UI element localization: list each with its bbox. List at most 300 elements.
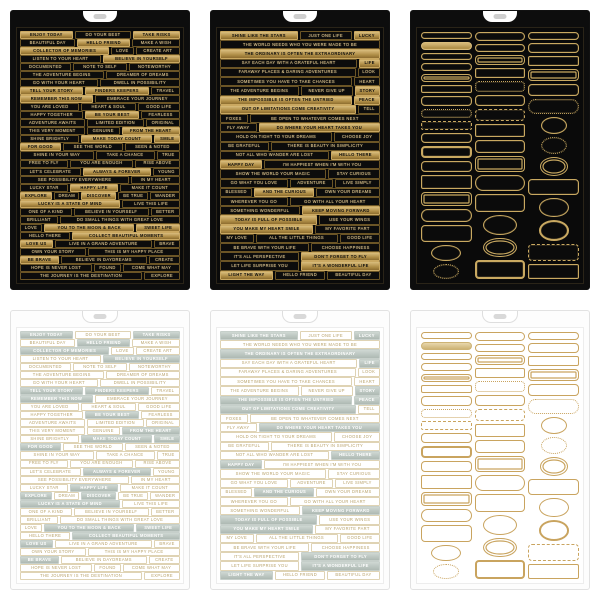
frame-sticker[interactable] <box>528 56 579 66</box>
word-sticker[interactable]: BELIEVE IN YOURSELF <box>74 508 149 516</box>
word-sticker[interactable]: LUCKY IS A STATE OF MIND <box>20 500 120 508</box>
word-sticker[interactable]: DREAM <box>54 492 79 500</box>
word-sticker[interactable]: DON'T FORGET TO FLY <box>301 252 380 261</box>
word-sticker[interactable]: THIS VERY MOMENT <box>20 127 85 135</box>
frame-sticker[interactable] <box>475 475 526 492</box>
word-sticker[interactable]: DREAM <box>54 192 79 200</box>
word-sticker[interactable]: BRAVE <box>154 240 180 248</box>
frame-sticker[interactable] <box>421 396 472 405</box>
word-sticker[interactable]: WANDER <box>150 492 180 500</box>
word-sticker[interactable]: EMBRACE YOUR JOURNEY <box>95 95 180 103</box>
word-sticker[interactable]: OUT OF LIMITATIONS COME CREATIVITY <box>220 105 356 114</box>
word-sticker[interactable]: LIVE IN A GRAND ADVENTURE <box>55 240 152 248</box>
word-sticker[interactable]: COLLECTOR OF MEMORIES <box>20 47 109 55</box>
word-sticker[interactable]: HOPE IS NEVER LOST <box>20 264 92 272</box>
word-sticker[interactable]: HOLD ON TIGHT TO YOUR DREAMS <box>220 432 332 441</box>
frame-sticker[interactable] <box>421 133 472 143</box>
frame-sticker[interactable] <box>421 32 472 39</box>
frame-sticker[interactable] <box>528 544 579 561</box>
word-sticker[interactable]: LUCKY STAR <box>20 184 68 192</box>
word-sticker[interactable]: HAPPY TOGETHER <box>20 111 83 119</box>
word-sticker[interactable]: DO SMALL THINGS WITH GREAT LOVE <box>60 216 180 224</box>
word-sticker[interactable]: FOUND <box>94 264 121 272</box>
word-sticker[interactable]: FLY AWAY <box>220 423 257 432</box>
frame-sticker[interactable] <box>421 121 472 130</box>
frame-sticker[interactable] <box>539 520 569 541</box>
frame-sticker[interactable] <box>541 137 567 154</box>
word-sticker[interactable]: ONE OF A KIND <box>20 208 72 216</box>
word-sticker[interactable]: AND THE CURIOUS <box>254 188 314 197</box>
word-sticker[interactable]: ORIGINAL <box>146 419 180 427</box>
word-sticker[interactable]: HELLO FRIEND <box>275 271 325 280</box>
word-sticker[interactable]: HAPPY LIFE <box>70 184 117 192</box>
word-sticker[interactable]: HEART & SOUL <box>81 403 135 411</box>
word-sticker[interactable]: THE ADVENTURE BEGINS <box>20 71 104 79</box>
word-sticker[interactable]: THIS IS MY HAPPY PLACE <box>88 248 180 256</box>
word-sticker[interactable]: REMEMBER THIS NOW <box>20 95 93 103</box>
frame-sticker[interactable] <box>421 175 472 189</box>
frame-sticker[interactable] <box>528 244 579 261</box>
word-sticker[interactable]: CREATE ART <box>136 347 181 355</box>
frame-sticker[interactable] <box>541 437 567 454</box>
word-sticker[interactable]: SWEET LIFE <box>136 524 180 532</box>
frame-sticker[interactable] <box>431 245 461 262</box>
word-sticker[interactable]: BE BRAVE WITH YOUR LIFE <box>220 543 309 552</box>
word-sticker[interactable]: IT'S A WONDERFUL LIFE <box>301 561 380 570</box>
word-sticker[interactable]: NOT ALL WHO WANDER ARE LOST <box>220 151 329 160</box>
word-sticker[interactable]: EMBRACE YOUR JOURNEY <box>95 395 180 403</box>
word-sticker[interactable]: DOCUMENTED <box>20 63 71 71</box>
word-sticker[interactable]: DISCOVER <box>81 192 116 200</box>
word-sticker[interactable]: BE GRATEFUL <box>220 442 269 451</box>
word-sticker[interactable]: OUT OF LIMITATIONS COME CREATIVITY <box>220 405 356 414</box>
word-sticker[interactable]: PEACE <box>354 396 380 405</box>
frame-sticker[interactable] <box>475 424 526 437</box>
word-sticker[interactable]: NEVER GIVE UP <box>301 86 353 95</box>
word-sticker[interactable]: TELL YOUR STORY <box>20 87 83 95</box>
word-sticker[interactable]: SEE POSSIBILITY EVERYWHERE <box>20 476 129 484</box>
word-sticker[interactable]: BE TRUE <box>118 192 148 200</box>
word-sticker[interactable]: TAKE A CHANCE <box>96 151 155 159</box>
frame-sticker[interactable] <box>475 395 526 406</box>
word-sticker[interactable]: GOOD LIFE <box>138 103 180 111</box>
word-sticker[interactable]: MAKE TODAY COUNT <box>81 435 152 443</box>
word-sticker[interactable]: BE OPEN TO WHATEVER COMES NEXT <box>250 414 380 423</box>
word-sticker[interactable]: NOTEWORTHY <box>129 63 180 71</box>
word-sticker[interactable]: STAY CURIOUS <box>328 469 380 478</box>
frame-sticker[interactable] <box>421 446 472 457</box>
word-sticker[interactable]: SAY EACH DAY WITH A GRATEFUL HEART <box>220 359 357 368</box>
word-sticker[interactable]: EXPLORE <box>144 572 180 580</box>
word-sticker[interactable]: LISTEN TO YOUR HEART <box>20 55 101 63</box>
word-sticker[interactable]: BE BRAVE WITH YOUR LIFE <box>220 243 309 252</box>
word-sticker[interactable]: ADVENTURE AWAITS <box>20 419 85 427</box>
word-sticker[interactable]: SHINE BRIGHTLY <box>20 435 79 443</box>
word-sticker[interactable]: LIFE <box>359 59 380 68</box>
frame-sticker[interactable] <box>421 385 472 393</box>
word-sticker[interactable]: IT'S A WONDERFUL LIFE <box>301 261 380 270</box>
word-sticker[interactable]: HAPPY TOGETHER <box>20 411 83 419</box>
frame-sticker[interactable] <box>421 363 472 371</box>
word-sticker[interactable]: THE ORDINARY IS OFTEN THE EXTRAORDINARY <box>220 49 380 58</box>
frame-sticker[interactable] <box>475 81 526 92</box>
word-sticker[interactable]: IN MY HEART <box>131 176 180 184</box>
word-sticker[interactable]: FEARLESS <box>141 111 180 119</box>
frame-sticker[interactable] <box>528 384 579 396</box>
word-sticker[interactable]: BEAUTIFUL DAY <box>20 39 75 47</box>
frame-sticker[interactable] <box>421 492 472 507</box>
word-sticker[interactable]: HELLO FRIEND <box>77 339 130 347</box>
word-sticker[interactable]: FROM THE HEART <box>122 427 180 435</box>
word-sticker[interactable]: NOTEWORTHY <box>129 363 180 371</box>
word-sticker[interactable]: LOVE <box>20 524 42 532</box>
word-sticker[interactable]: THE JOURNEY IS THE DESTINATION <box>20 272 142 280</box>
word-sticker[interactable]: BETTER <box>151 508 180 516</box>
frame-sticker[interactable] <box>475 440 526 453</box>
word-sticker[interactable]: LIFE <box>359 359 380 368</box>
word-sticker[interactable]: TAKE RISKS <box>133 31 180 39</box>
word-sticker[interactable]: COLLECT BEAUTIFUL MOMENTS <box>72 532 180 540</box>
word-sticker[interactable]: EXPLORE <box>144 272 180 280</box>
word-sticker[interactable]: STORY <box>355 86 380 95</box>
frame-sticker[interactable] <box>475 55 526 65</box>
word-sticker[interactable]: LIGHT THE WAY <box>220 571 273 580</box>
frame-sticker[interactable] <box>539 498 569 518</box>
word-sticker[interactable]: THIS IS MY HAPPY PLACE <box>88 548 180 556</box>
word-sticker[interactable]: THE ADVENTURE BEGINS <box>20 371 104 379</box>
word-sticker[interactable]: SOMETIMES YOU HAVE TO TAKE CHANCES <box>220 377 352 386</box>
word-sticker[interactable]: HOLD ON TIGHT TO YOUR DREAMS <box>220 132 332 141</box>
frame-sticker[interactable] <box>541 117 567 134</box>
word-sticker[interactable]: HOPE IS NEVER LOST <box>20 564 92 572</box>
word-sticker[interactable]: YOU TO THE MOON & BACK <box>44 524 134 532</box>
frame-sticker[interactable] <box>539 198 569 218</box>
word-sticker[interactable]: FEARLESS <box>141 411 180 419</box>
word-sticker[interactable]: COME WHAT MAY <box>123 564 180 572</box>
word-sticker[interactable]: OWN YOUR STORY <box>20 548 86 556</box>
frame-sticker[interactable] <box>421 433 472 443</box>
word-sticker[interactable]: SEE THE WORLD <box>63 143 123 151</box>
word-sticker[interactable]: THE WORLD NEEDS WHO YOU WERE MADE TO BE <box>220 340 380 349</box>
word-sticker[interactable]: DWELL IN POSSIBILITY <box>100 79 180 87</box>
frame-sticker[interactable] <box>475 560 526 579</box>
word-sticker[interactable]: DON'T FORGET TO FLY <box>301 552 380 561</box>
word-sticker[interactable]: SHINE LIKE THE STARS <box>220 31 298 40</box>
sticker-sheet-3-dark-frames[interactable] <box>410 10 590 290</box>
word-sticker[interactable]: REMEMBER THIS NOW <box>20 395 93 403</box>
word-sticker[interactable]: HELLO THERE <box>20 232 70 240</box>
word-sticker[interactable]: LISTEN TO YOUR HEART <box>20 355 101 363</box>
word-sticker[interactable]: SEE POSSIBILITY EVERYWHERE <box>20 176 129 184</box>
word-sticker[interactable]: MY FAVORITE PART <box>315 525 380 534</box>
word-sticker[interactable]: SWEET LIFE <box>136 224 180 232</box>
word-sticker[interactable]: GOOD LIFE <box>138 403 180 411</box>
word-sticker[interactable]: DO SMALL THINGS WITH GREAT LOVE <box>60 516 180 524</box>
word-sticker[interactable]: TAKE RISKS <box>133 331 180 339</box>
word-sticker[interactable]: HELLO FRIEND <box>77 39 130 47</box>
frame-sticker[interactable] <box>475 409 526 421</box>
word-sticker[interactable]: BELIEVE IN YOURSELF <box>103 355 180 363</box>
word-sticker[interactable]: MAKE A WISH <box>132 39 180 47</box>
word-sticker[interactable]: EXPLORE <box>20 492 52 500</box>
frame-sticker[interactable] <box>540 457 568 476</box>
word-sticker[interactable]: MY FAVORITE PART <box>315 225 380 234</box>
word-sticker[interactable]: USE YOUR WINGS <box>319 515 380 524</box>
word-sticker[interactable]: BE YOUR BEST <box>85 111 139 119</box>
word-sticker[interactable]: DO WHERE YOUR HEART TAKES YOU <box>259 423 380 432</box>
word-sticker[interactable]: RISE ABOVE <box>135 160 180 168</box>
word-sticker[interactable]: MAKE A WISH <box>132 339 180 347</box>
word-sticker[interactable]: SHINE BRIGHTLY <box>20 135 79 143</box>
word-sticker[interactable]: FINDERS KEEPERS <box>85 387 149 395</box>
frame-sticker[interactable] <box>541 417 567 434</box>
frame-sticker[interactable] <box>528 99 579 114</box>
word-sticker[interactable]: THE ORDINARY IS OFTEN THE EXTRAORDINARY <box>220 349 380 358</box>
word-sticker[interactable]: KEEP MOVING FORWARD <box>302 506 380 515</box>
word-sticker[interactable]: DISCOVER <box>81 492 116 500</box>
frame-sticker[interactable] <box>421 146 472 157</box>
word-sticker[interactable]: SHINE LIKE THE STARS <box>220 331 298 340</box>
word-sticker[interactable]: OWN YOUR STORY <box>20 248 86 256</box>
word-sticker[interactable]: THE JOURNEY IS THE DESTINATION <box>20 572 142 580</box>
word-sticker[interactable]: FOR GOOD <box>20 443 61 451</box>
word-sticker[interactable]: ONE OF A KIND <box>20 508 72 516</box>
word-sticker[interactable]: MAKE TODAY COUNT <box>81 135 152 143</box>
word-sticker[interactable]: SMILE <box>154 135 180 143</box>
word-sticker[interactable]: FREE TO FLY <box>20 460 68 468</box>
word-sticker[interactable]: SEEN & NOTED <box>125 443 180 451</box>
word-sticker[interactable]: LIMITED EDITION <box>87 119 143 127</box>
word-sticker[interactable]: LET'S CELEBRATE <box>20 168 81 176</box>
frame-sticker[interactable] <box>483 215 517 235</box>
word-sticker[interactable]: BE BRAVE <box>20 556 59 564</box>
frame-sticker[interactable] <box>528 43 579 53</box>
word-sticker[interactable]: CHOOSE JOY <box>334 132 380 141</box>
frame-sticker[interactable] <box>421 374 472 382</box>
frame-sticker[interactable] <box>421 192 472 207</box>
frame-sticker[interactable] <box>421 332 472 339</box>
word-sticker[interactable]: YOU ARE LOVED <box>20 403 79 411</box>
word-sticker[interactable]: HAPPY DAY <box>220 160 262 169</box>
frame-sticker[interactable] <box>421 109 472 118</box>
word-sticker[interactable]: FREE TO FLY <box>20 160 68 168</box>
frame-sticker[interactable] <box>528 84 579 96</box>
word-sticker[interactable]: SHINE IN YOUR WAY <box>20 451 94 459</box>
word-sticker[interactable]: LIVE SIMPLY <box>335 479 380 488</box>
word-sticker[interactable]: SHINE IN YOUR WAY <box>20 151 94 159</box>
word-sticker[interactable]: COLLECT BEAUTIFUL MOMENTS <box>72 232 180 240</box>
word-sticker[interactable]: BEAUTIFUL DAY <box>327 271 380 280</box>
sticker-sheet-1-dark-words[interactable] <box>10 10 190 290</box>
word-sticker[interactable]: IN MY HEART <box>131 476 180 484</box>
frame-sticker[interactable] <box>483 515 517 535</box>
word-sticker[interactable]: MY LOVE <box>220 534 254 543</box>
word-sticker[interactable]: LET LIFE SURPRISE YOU <box>220 561 299 570</box>
word-sticker[interactable]: DO YOUR BEST <box>75 31 131 39</box>
word-sticker[interactable]: NOT ALL WHO WANDER ARE LOST <box>220 451 329 460</box>
word-sticker[interactable]: BRILLIANT <box>20 216 58 224</box>
frame-sticker[interactable] <box>483 238 517 258</box>
word-sticker[interactable]: LOVE US <box>20 540 53 548</box>
word-sticker[interactable]: GOOD LIFE <box>340 534 380 543</box>
word-sticker[interactable]: LUCKY <box>354 331 380 340</box>
word-sticker[interactable]: SMILE <box>154 435 180 443</box>
word-sticker[interactable]: GO WITH YOUR HEART <box>20 379 98 387</box>
word-sticker[interactable]: BELIEVE IN YOURSELF <box>103 55 180 63</box>
word-sticker[interactable]: HAPPY DAY <box>220 460 262 469</box>
word-sticker[interactable]: TRAVEL <box>151 387 180 395</box>
frame-sticker[interactable] <box>421 225 472 242</box>
word-sticker[interactable]: NOTE TO SELF <box>73 363 127 371</box>
frame-sticker[interactable] <box>421 421 472 430</box>
word-sticker[interactable]: USE YOUR WINGS <box>319 215 380 224</box>
word-sticker[interactable]: FARAWAY PLACES & DARING ADVENTURES <box>220 68 356 77</box>
frame-sticker[interactable] <box>421 96 472 105</box>
word-sticker[interactable]: THE ADVENTURE BEGINS <box>220 86 299 95</box>
word-sticker[interactable]: OWN YOUR DREAMS <box>316 188 380 197</box>
word-sticker[interactable]: BE OPEN TO WHATEVER COMES NEXT <box>250 114 380 123</box>
word-sticker[interactable]: SEEN & NOTED <box>125 143 180 151</box>
frame-sticker[interactable] <box>421 42 472 49</box>
frame-sticker[interactable] <box>475 156 526 171</box>
frame-sticker[interactable] <box>475 494 526 512</box>
word-sticker[interactable]: STORY <box>355 386 380 395</box>
frame-sticker[interactable] <box>421 461 472 472</box>
word-sticker[interactable]: WHEREVER YOU GO <box>220 497 288 506</box>
frame-sticker[interactable] <box>528 399 579 414</box>
word-sticker[interactable]: SHOW THE WORLD YOUR MAGIC <box>220 169 326 178</box>
word-sticker[interactable]: LUCKY IS A STATE OF MIND <box>20 200 120 208</box>
word-sticker[interactable]: TODAY IS FULL OF POSSIBLE <box>220 515 317 524</box>
sticker-sheet-5-light-words[interactable] <box>210 310 390 590</box>
frame-sticker[interactable] <box>421 353 472 360</box>
word-sticker[interactable]: CHOOSE HAPPINESS <box>311 243 380 252</box>
word-sticker[interactable]: IT'S ALL PERSPECTIVE <box>220 252 299 261</box>
frame-sticker[interactable] <box>540 157 568 176</box>
frame-sticker[interactable] <box>483 538 517 558</box>
frame-sticker[interactable] <box>475 194 526 212</box>
word-sticker[interactable]: COLLECTOR OF MEMORIES <box>20 347 109 355</box>
word-sticker[interactable]: YOU TO THE MOON & BACK <box>44 224 134 232</box>
word-sticker[interactable]: ADVENTURE AWAITS <box>20 119 85 127</box>
word-sticker[interactable]: GENUINE <box>87 127 120 135</box>
word-sticker[interactable]: TRAVEL <box>151 87 180 95</box>
word-sticker[interactable]: SAY EACH DAY WITH A GRATEFUL HEART <box>220 59 357 68</box>
word-sticker[interactable]: HELLO THERE <box>331 451 380 460</box>
frame-sticker[interactable] <box>475 332 526 341</box>
word-sticker[interactable]: THERE IS BEAUTY IN SIMPLICITY <box>271 442 380 451</box>
word-sticker[interactable]: LOOK <box>358 368 380 377</box>
frame-sticker[interactable] <box>421 209 472 222</box>
frame-sticker[interactable] <box>528 32 579 40</box>
word-sticker[interactable]: OWN YOUR DREAMS <box>316 488 380 497</box>
word-sticker[interactable]: MY LOVE <box>220 234 254 243</box>
word-sticker[interactable]: LIGHT THE WAY <box>220 271 273 280</box>
word-sticker[interactable]: GO WHAT YOU LOVE <box>220 179 288 188</box>
word-sticker[interactable]: HEART & SOUL <box>81 103 135 111</box>
frame-sticker[interactable] <box>475 368 526 378</box>
word-sticker[interactable]: ADVENTURE <box>290 479 333 488</box>
word-sticker[interactable]: ADVENTURE <box>290 179 333 188</box>
frame-sticker[interactable] <box>528 479 579 495</box>
word-sticker[interactable]: AND THE CURIOUS <box>254 488 314 497</box>
frame-sticker[interactable] <box>528 343 579 353</box>
word-sticker[interactable]: GO WHAT YOU LOVE <box>220 479 288 488</box>
word-sticker[interactable]: CHOOSE JOY <box>334 432 380 441</box>
word-sticker[interactable]: YOUNG <box>153 468 180 476</box>
word-sticker[interactable]: TELL YOUR STORY <box>20 387 83 395</box>
word-sticker[interactable]: LET LIFE SURPRISE YOU <box>220 261 299 270</box>
word-sticker[interactable]: SOMETHING WONDERFUL <box>220 206 300 215</box>
frame-sticker[interactable] <box>475 68 526 78</box>
word-sticker[interactable]: LOOK <box>358 68 380 77</box>
word-sticker[interactable]: ALWAYS & FOREVER <box>83 468 151 476</box>
word-sticker[interactable]: FROM THE HEART <box>122 127 180 135</box>
word-sticker[interactable]: GENUINE <box>87 427 120 435</box>
word-sticker[interactable]: CREATE <box>149 256 180 264</box>
word-sticker[interactable]: CHOOSE HAPPINESS <box>311 543 380 552</box>
word-sticker[interactable]: WANDER <box>150 192 180 200</box>
frame-sticker[interactable] <box>433 264 459 279</box>
frame-sticker[interactable] <box>475 260 526 279</box>
word-sticker[interactable]: YOU MAKE MY HEART SMILE <box>220 225 313 234</box>
word-sticker[interactable]: BE BRAVE <box>20 256 59 264</box>
frame-sticker[interactable] <box>475 456 526 471</box>
word-sticker[interactable]: TODAY IS FULL OF POSSIBLE <box>220 215 317 224</box>
frame-sticker[interactable] <box>421 85 472 93</box>
frame-sticker[interactable] <box>475 140 526 153</box>
word-sticker[interactable]: DREAMER OF DREAMS <box>106 371 181 379</box>
frame-sticker[interactable] <box>528 564 579 579</box>
word-sticker[interactable]: COME WHAT MAY <box>123 264 180 272</box>
word-sticker[interactable]: BLESSED <box>220 488 252 497</box>
word-sticker[interactable]: YOU ARE ENOUGH <box>70 160 133 168</box>
word-sticker[interactable]: TELL <box>358 105 380 114</box>
word-sticker[interactable]: LOVE US <box>20 240 53 248</box>
word-sticker[interactable]: BE TRUE <box>118 492 148 500</box>
frame-sticker[interactable] <box>528 332 579 340</box>
word-sticker[interactable]: LIMITED EDITION <box>87 419 143 427</box>
word-sticker[interactable]: THIS VERY MOMENT <box>20 427 85 435</box>
frame-sticker[interactable] <box>475 344 526 353</box>
word-sticker[interactable]: ALL THE LITTLE THINGS <box>256 234 338 243</box>
word-sticker[interactable]: FOXES <box>220 114 248 123</box>
word-sticker[interactable]: TRUE <box>157 151 181 159</box>
word-sticker[interactable]: ORIGINAL <box>146 119 180 127</box>
word-sticker[interactable]: HAPPY LIFE <box>70 484 117 492</box>
word-sticker[interactable]: BLESSED <box>220 188 252 197</box>
word-sticker[interactable]: MAKE IT COUNT <box>120 484 180 492</box>
frame-sticker[interactable] <box>475 109 526 121</box>
frame-sticker[interactable] <box>475 124 526 137</box>
word-sticker[interactable]: BE GRATEFUL <box>220 142 269 151</box>
word-sticker[interactable]: KEEP MOVING FORWARD <box>302 206 380 215</box>
word-sticker[interactable]: GO WITH YOUR HEART <box>20 79 98 87</box>
word-sticker[interactable]: TELL <box>358 405 380 414</box>
word-sticker[interactable]: GO WITH ALL YOUR HEART <box>290 197 380 206</box>
word-sticker[interactable]: YOU MAKE MY HEART SMILE <box>220 525 313 534</box>
word-sticker[interactable]: BELIEVE IN YOURSELF <box>74 208 149 216</box>
word-sticker[interactable]: THE WORLD NEEDS WHO YOU WERE MADE TO BE <box>220 40 380 49</box>
frame-sticker[interactable] <box>433 564 459 579</box>
word-sticker[interactable]: DO WHERE YOUR HEART TAKES YOU <box>259 123 380 132</box>
word-sticker[interactable]: BEAUTIFUL DAY <box>20 339 75 347</box>
sticker-sheet-2-dark-words[interactable] <box>210 10 390 290</box>
word-sticker[interactable]: DO YOUR BEST <box>75 331 131 339</box>
word-sticker[interactable]: NEVER GIVE UP <box>301 386 353 395</box>
word-sticker[interactable]: FOUND <box>94 564 121 572</box>
word-sticker[interactable]: NOTE TO SELF <box>73 63 127 71</box>
